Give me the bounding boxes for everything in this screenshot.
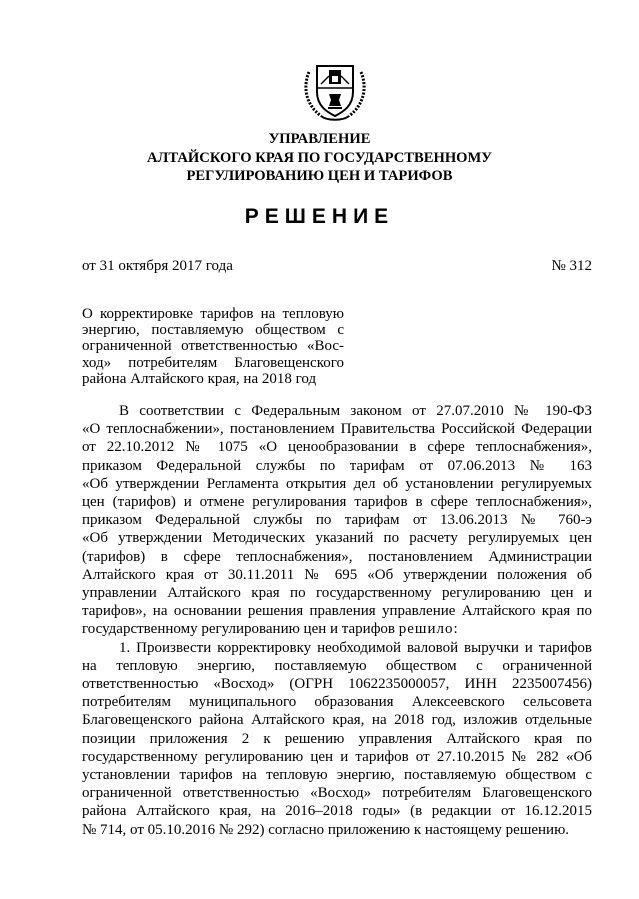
subject-line: энергию, поставляемую обществом с [82,322,344,339]
issuing-authority [0,130,639,186]
resolved-word: решило: [398,621,459,638]
document-subject [82,306,344,387]
clause-line: позиции приложения 2 к решению управления Алтайского края по [82,730,592,747]
preamble-line: цен (тарифов) и отмене регулирования тарифов в сфере теплоснабжения», [82,494,592,511]
clause-line: района Алтайского края, на 2016–2018 годы» (в редакции от 16.12.2015 [82,803,592,820]
preamble-line [82,620,592,638]
coat-of-arms-emblem [299,54,371,126]
subject-line: О корректировке тарифов на тепловую [82,306,344,322]
subject-line: ход» потребителям Благовещенского [82,354,344,371]
document-number: № 312 [551,258,592,274]
subject-line: ограниченной ответственностью «Вос- [82,338,344,355]
clause-1 [82,639,592,839]
document-date: от 31 октября 2017 года [82,258,233,274]
preamble-line: «О теплоснабжении», постановлением Правительства Российской Федерации [82,421,592,438]
preamble-last-text: государственному регулированию цен и тарифов [82,621,399,638]
org-line: РЕГУЛИРОВАНИЮ ЦЕН И ТАРИФОВ [186,168,453,184]
preamble-line: от 22.10.2012 № 1075 «О ценообразовании в сфере теплоснабжения», [82,439,592,456]
preamble-line: тарифов», на основании решения правления управление Алтайского края по [82,603,592,620]
document-body [82,402,592,839]
preamble-line: приказом Федеральной службы по тарифам от 13.06.2013 № 760-э [82,512,592,529]
subject-line: района Алтайского края, на 2018 год [82,370,317,387]
preamble-line: управлении Алтайского края по государственному регулированию цен и [82,585,592,602]
document-type-title: РЕШЕНИЕ [244,205,395,228]
clause-line: ответственностью «Восход» (ОГРН 1062235000057, ИНН 2235007456) [82,676,592,693]
clause-line: ограниченной ответственностью «Восход» потребителям Благовещенского [82,785,592,802]
org-line: УПРАВЛЕНИЕ [268,131,371,147]
preamble-paragraph [82,402,592,639]
clause-line: Благовещенского района Алтайского края, на 2018 год, изложив отдельные [82,712,592,729]
preamble-line: приказом Федеральной службы по тарифам от 07.06.2013 № 163 [82,457,592,474]
org-line: АЛТАЙСКОГО КРАЯ ПО ГОСУДАРСТВЕННОМУ [146,149,493,166]
clause-line: государственному регулированию цен и тарифов от 27.10.2015 № 282 «Об [82,748,592,765]
preamble-line: Алтайского края от 30.11.2011 № 695 «Об утверждении положения об [82,566,592,583]
preamble-line: В соответствии с Федеральным законом от 27.07.2010 № 190-ФЗ [119,403,592,419]
clause-line: потребителям муниципального образования Алексеевского сельсовета [82,694,592,711]
clause-line: 1. Произвести корректировку необходимой валовой выручки и тарифов [119,639,592,656]
preamble-line: «Об утверждении Регламента открытия дел об установлении регулируемых [82,475,592,492]
preamble-line: «Об утверждении Методических указаний по расчету регулируемых цен [82,530,592,547]
clause-line: установлении тарифов на тепловую энергию, поставляемую обществом с [82,767,592,784]
clause-line: № 714, от 05.10.2016 № 292) согласно приложению к настоящему решению. [82,821,570,838]
preamble-line: (тарифов) в сфере теплоснабжения», постановлением Администрации [82,548,592,565]
clause-line: на тепловую энергию, поставляемую обществом с ограниченной [82,657,592,674]
